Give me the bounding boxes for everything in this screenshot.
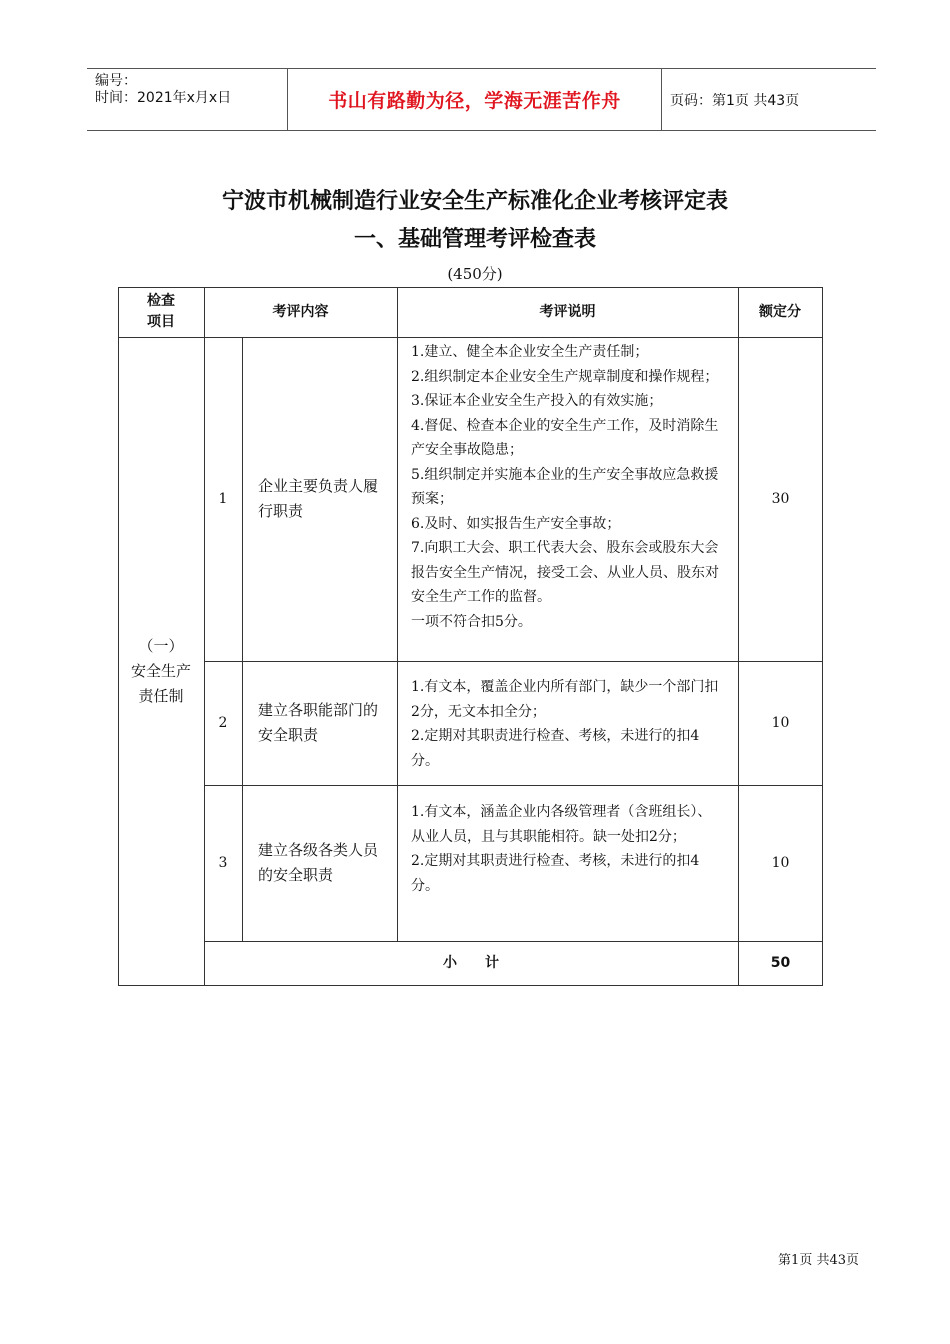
category-name: 安全生产 责任制 xyxy=(130,661,191,705)
col-header-description: 考评说明 xyxy=(539,303,596,320)
row-description xyxy=(398,675,738,783)
row-score: 10 xyxy=(771,715,790,731)
description-line: 2.组织制定本企业安全生产规章制度和操作规程； xyxy=(411,368,719,385)
description-line: 2.定期对其职责进行检查、考核，未进行的扣4分。 xyxy=(411,728,700,769)
description-line: 4.督促、检查本企业的安全生产工作，及时消除生产安全事故隐患； xyxy=(411,417,719,458)
time-label: 时间：2021年x月x日 xyxy=(95,90,232,106)
category-number: （一） xyxy=(138,636,184,655)
header-motto: 书山有路勤为径，学海无涯苦作舟 xyxy=(288,69,662,130)
code-label: 编号： xyxy=(95,73,137,89)
page-footer: 第1页 共43页 xyxy=(778,1253,859,1268)
category-cell xyxy=(118,337,204,985)
col-header-content: 考评内容 xyxy=(272,303,329,320)
header-meta xyxy=(87,69,288,130)
subtotal-label: 小 计 xyxy=(443,954,499,971)
description-line: 1.建立、健全本企业安全生产责任制； xyxy=(411,344,649,360)
row-content: 建立各级各类人员的安全职责 xyxy=(258,841,379,884)
description-line: 3.保证本企业安全生产投入的有效实施； xyxy=(411,393,663,409)
col-header-score: 额定分 xyxy=(759,303,801,320)
row-score: 30 xyxy=(771,491,790,507)
row-description xyxy=(398,800,738,940)
assessment-table xyxy=(118,287,823,986)
row-number: 2 xyxy=(218,715,228,731)
description-line: 一项不符合扣5分。 xyxy=(411,613,532,630)
row-number: 1 xyxy=(218,491,228,507)
page-header xyxy=(87,68,876,131)
description-line: 5.组织制定并实施本企业的生产安全事故应急救援预案； xyxy=(411,466,719,507)
subtotal-value: 50 xyxy=(770,954,791,971)
document-subtitle: 一、基础管理考评检查表 xyxy=(353,227,596,252)
col-header-item: 检查 项目 xyxy=(147,293,175,330)
description-line: 1.有文本，涵盖企业内各级管理者（含班组长）、从业人员，且与其职能相符。缺一处扣2分； xyxy=(411,804,712,845)
row-content: 企业主要负责人履行职责 xyxy=(258,477,379,520)
row-number: 3 xyxy=(218,855,228,871)
description-line: 2.定期对其职责进行检查、考核，未进行的扣4分。 xyxy=(411,853,700,894)
document-title: 宁波市机械制造行业安全生产标准化企业考核评定表 xyxy=(221,189,728,214)
row-content: 建立各职能部门的安全职责 xyxy=(258,701,379,744)
description-line: 7.向职工大会、职工代表大会、股东会或股东大会报告安全生产情况，接受工会、从业人员、股东对安全生产工作的监督。 xyxy=(411,540,719,605)
description-line: 6.及时、如实报告生产安全事故； xyxy=(411,515,621,532)
total-score: (450分) xyxy=(447,265,503,283)
row-score: 10 xyxy=(771,855,790,871)
description-line: 1.有文本，覆盖企业内所有部门，缺少一个部门扣2分，无文本扣全分； xyxy=(411,679,719,720)
row-description xyxy=(398,340,738,660)
header-page-info: 页码：第1页 共43页 xyxy=(670,92,800,109)
